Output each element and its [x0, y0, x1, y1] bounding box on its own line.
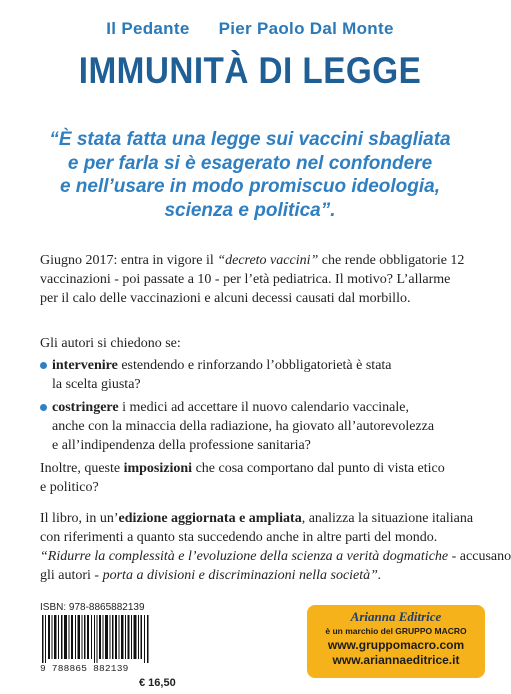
- decree-name: “decreto vaccini”: [217, 253, 319, 268]
- price-label: € 16,50: [139, 677, 176, 689]
- book-title: IMMUNITÀ DI LEGGE: [78, 50, 422, 91]
- followup-paragraph: [40, 459, 480, 497]
- barcode-digits: 9 788865 882139: [40, 663, 129, 674]
- bold-keyword: costringere: [52, 400, 119, 415]
- quote-line: e per farla si è esagerato nel confondere: [67, 152, 433, 174]
- text-span: Il libro, in un’: [40, 511, 119, 526]
- text-line: anche con la minaccia della radiazione, ha giovato all’autorevolezza: [52, 419, 435, 434]
- publisher-subtitle: è un marchio del GRUPPO MACRO: [325, 626, 467, 636]
- author-name: Il Pedante: [106, 19, 190, 38]
- publisher-url: www.gruppomacro.com: [327, 638, 465, 652]
- quote-line: e nell’usare in modo promiscuo ideologia,: [59, 176, 441, 197]
- text-line: per il calo delle vaccinazioni e alcuni decessi causati dal morbillo.: [40, 291, 411, 306]
- bold-keyword: intervenire: [52, 358, 118, 373]
- text-line: con riferimenti a quanto sta succedendo anche in altre parti del mondo.: [40, 530, 438, 545]
- author-name: Pier Paolo Dal Monte: [218, 19, 394, 38]
- bullet-dot-icon: [40, 362, 47, 369]
- text-line: vaccinazioni - poi passate a 10 - per l’età pediatrica. Il motivo? L’allarme: [40, 272, 451, 287]
- text-span: che rende obbligatorie 12: [318, 253, 465, 268]
- text-span: - accusano: [448, 549, 511, 564]
- isbn-label: ISBN: 978-8865882139: [40, 602, 145, 613]
- question-lead: Gli autori si chiedono se:: [40, 336, 181, 351]
- publisher-box: [307, 605, 485, 678]
- text-span: estendendo e rinforzando l’obbligatorietà è stata: [117, 358, 392, 373]
- bold-keyword: edizione aggiornata e ampliata: [118, 511, 302, 526]
- text-span: gli autori -: [40, 568, 103, 583]
- text-line: e politico?: [40, 480, 99, 495]
- book-description: [40, 509, 511, 585]
- quote-line: scienza e politica”.: [164, 199, 336, 221]
- bullet-item: [40, 398, 480, 455]
- italic-quote: porta a divisioni e discriminazioni nella società”.: [102, 568, 382, 583]
- barcode-icon: [40, 615, 152, 663]
- text-span: Inoltre, queste: [40, 461, 124, 476]
- pull-quote: [0, 128, 500, 222]
- bullet-dot-icon: [40, 404, 47, 411]
- italic-quote: “Ridurre la complessità e l’evoluzione della scienza a verità dogmatiche: [40, 549, 449, 564]
- publisher-url: www.ariannaeditrice.it: [332, 653, 460, 667]
- authors-line: [0, 19, 500, 39]
- bullet-list: [40, 356, 480, 459]
- text-span: i medici ad accettare il nuovo calendario vaccinale,: [118, 400, 409, 415]
- text-span: Giugno 2017: entra in vigore il: [40, 253, 218, 268]
- bold-keyword: imposizioni: [123, 461, 193, 476]
- text-span: che cosa comportano dal punto di vista etico: [192, 461, 445, 476]
- text-line: e all’indipendenza della professione sanitaria?: [52, 438, 311, 453]
- bullet-item: [40, 356, 480, 394]
- text-line: la scelta giusta?: [52, 377, 141, 392]
- quote-line: “È stata fatta una legge sui vaccini sbagliata: [49, 129, 451, 150]
- intro-paragraph: [40, 251, 480, 308]
- publisher-name: Arianna Editrice: [350, 609, 442, 624]
- text-span: , analizza la situazione italiana: [301, 511, 474, 526]
